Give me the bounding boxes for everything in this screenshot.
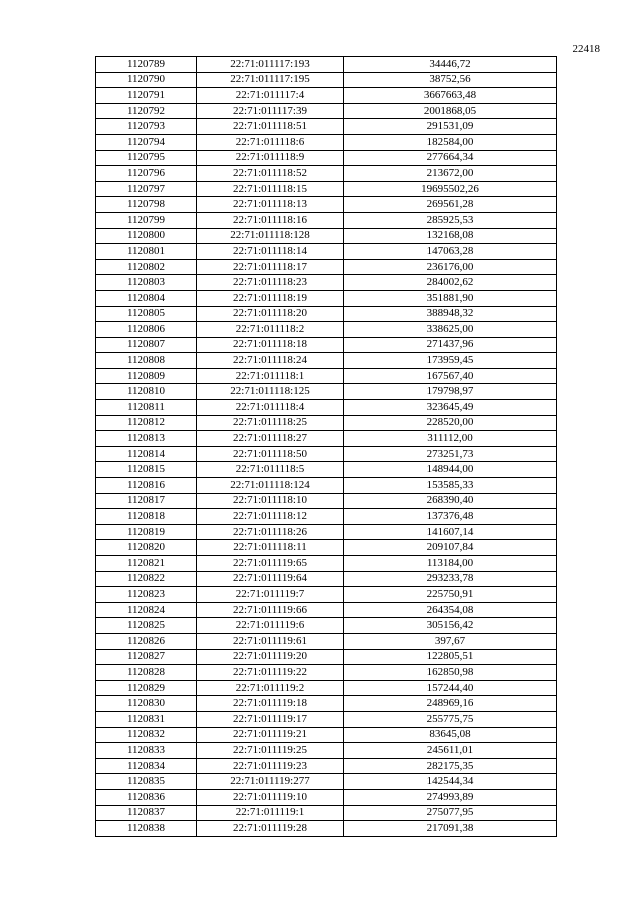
- cadastral-number-cell: 22:71:011119:6: [197, 618, 344, 634]
- cadastral-number-cell: 22:71:011117:4: [197, 88, 344, 104]
- row-number-cell: 1120812: [96, 415, 197, 431]
- cadastral-value-cell: 225750,91: [344, 587, 557, 603]
- cadastral-value-cell: 141607,14: [344, 524, 557, 540]
- cadastral-number-cell: 22:71:011117:195: [197, 72, 344, 88]
- cadastral-number-cell: 22:71:011117:39: [197, 103, 344, 119]
- table-row: [96, 587, 557, 603]
- cadastral-number-cell: 22:71:011118:17: [197, 259, 344, 275]
- table-row: [96, 727, 557, 743]
- row-number-cell: 1120813: [96, 431, 197, 447]
- cadastral-value-cell: 311112,00: [344, 431, 557, 447]
- row-number-cell: 1120794: [96, 134, 197, 150]
- row-number-cell: 1120817: [96, 493, 197, 509]
- cadastral-number-cell: 22:71:011118:27: [197, 431, 344, 447]
- cadastral-number-cell: 22:71:011119:17: [197, 711, 344, 727]
- row-number-cell: 1120815: [96, 462, 197, 478]
- cadastral-value-cell: 162850,98: [344, 665, 557, 681]
- row-number-cell: 1120793: [96, 119, 197, 135]
- table-row: [96, 72, 557, 88]
- row-number-cell: 1120838: [96, 821, 197, 837]
- cadastral-value-cell: 173959,45: [344, 353, 557, 369]
- cadastral-number-cell: 22:71:011119:277: [197, 774, 344, 790]
- cadastral-number-cell: 22:71:011119:22: [197, 665, 344, 681]
- cadastral-number-cell: 22:71:011118:50: [197, 446, 344, 462]
- cadastral-number-cell: 22:71:011119:1: [197, 805, 344, 821]
- table-row: [96, 228, 557, 244]
- table-row: [96, 602, 557, 618]
- table-row: [96, 212, 557, 228]
- row-number-cell: 1120807: [96, 337, 197, 353]
- row-number-cell: 1120832: [96, 727, 197, 743]
- table-row: [96, 462, 557, 478]
- row-number-cell: 1120790: [96, 72, 197, 88]
- cadastral-number-cell: 22:71:011119:61: [197, 633, 344, 649]
- cadastral-number-cell: 22:71:011118:2: [197, 322, 344, 338]
- cadastral-value-cell: 34446,72: [344, 57, 557, 73]
- cadastral-value-cell: 148944,00: [344, 462, 557, 478]
- cadastral-value-cell: 157244,40: [344, 680, 557, 696]
- cadastral-number-cell: 22:71:011118:51: [197, 119, 344, 135]
- cadastral-number-cell: 22:71:011118:15: [197, 181, 344, 197]
- table-row: [96, 758, 557, 774]
- cadastral-number-cell: 22:71:011119:65: [197, 556, 344, 572]
- table-row: [96, 789, 557, 805]
- cadastral-value-cell: 3667663,48: [344, 88, 557, 104]
- row-number-cell: 1120809: [96, 368, 197, 384]
- cadastral-number-cell: 22:71:011118:9: [197, 150, 344, 166]
- cadastral-value-cell: 282175,35: [344, 758, 557, 774]
- row-number-cell: 1120792: [96, 103, 197, 119]
- table-row: [96, 415, 557, 431]
- row-number-cell: 1120804: [96, 290, 197, 306]
- cadastral-number-cell: 22:71:011118:19: [197, 290, 344, 306]
- cadastral-number-cell: 22:71:011118:124: [197, 478, 344, 494]
- cadastral-number-cell: 22:71:011118:1: [197, 368, 344, 384]
- table-row: [96, 119, 557, 135]
- table-row: [96, 711, 557, 727]
- table-row: [96, 103, 557, 119]
- cadastral-value-cell: 182584,00: [344, 134, 557, 150]
- table-row: [96, 306, 557, 322]
- row-number-cell: 1120791: [96, 88, 197, 104]
- row-number-cell: 1120828: [96, 665, 197, 681]
- row-number-cell: 1120830: [96, 696, 197, 712]
- table-row: [96, 618, 557, 634]
- cadastral-number-cell: 22:71:011118:26: [197, 524, 344, 540]
- row-number-cell: 1120829: [96, 680, 197, 696]
- row-number-cell: 1120837: [96, 805, 197, 821]
- row-number-cell: 1120824: [96, 602, 197, 618]
- table-row: [96, 696, 557, 712]
- table-row: [96, 805, 557, 821]
- cadastral-number-cell: 22:71:011118:10: [197, 493, 344, 509]
- row-number-cell: 1120820: [96, 540, 197, 556]
- cadastral-number-cell: 22:71:011118:20: [197, 306, 344, 322]
- table-row: [96, 197, 557, 213]
- table-row: [96, 337, 557, 353]
- table-row: [96, 150, 557, 166]
- row-number-cell: 1120808: [96, 353, 197, 369]
- row-number-cell: 1120802: [96, 259, 197, 275]
- cadastral-value-cell: 83645,08: [344, 727, 557, 743]
- row-number-cell: 1120789: [96, 57, 197, 73]
- cadastral-value-cell: 271437,96: [344, 337, 557, 353]
- cadastral-value-cell: 351881,90: [344, 290, 557, 306]
- cadastral-value-cell: 122805,51: [344, 649, 557, 665]
- cadastral-value-cell: 388948,32: [344, 306, 557, 322]
- cadastral-number-cell: 22:71:011119:7: [197, 587, 344, 603]
- row-number-cell: 1120796: [96, 166, 197, 182]
- cadastral-value-cell: 305156,42: [344, 618, 557, 634]
- row-number-cell: 1120806: [96, 322, 197, 338]
- table-row: [96, 353, 557, 369]
- cadastral-number-cell: 22:71:011119:18: [197, 696, 344, 712]
- cadastral-number-cell: 22:71:011119:66: [197, 602, 344, 618]
- cadastral-value-cell: 19695502,26: [344, 181, 557, 197]
- cadastral-value-cell: 142544,34: [344, 774, 557, 790]
- cadastral-value-cell: 273251,73: [344, 446, 557, 462]
- cadastral-value-cell: 397,67: [344, 633, 557, 649]
- table-row: [96, 446, 557, 462]
- cadastral-value-cell: 268390,40: [344, 493, 557, 509]
- cadastral-number-cell: 22:71:011118:52: [197, 166, 344, 182]
- cadastral-value-cell: 228520,00: [344, 415, 557, 431]
- cadastral-number-cell: 22:71:011118:6: [197, 134, 344, 150]
- table-row: [96, 244, 557, 260]
- cadastral-number-cell: 22:71:011117:193: [197, 57, 344, 73]
- table-row: [96, 322, 557, 338]
- row-number-cell: 1120810: [96, 384, 197, 400]
- row-number-cell: 1120835: [96, 774, 197, 790]
- row-number-cell: 1120823: [96, 587, 197, 603]
- cadastral-value-cell: 291531,09: [344, 119, 557, 135]
- cadastral-value-cell: 323645,49: [344, 400, 557, 416]
- row-number-cell: 1120799: [96, 212, 197, 228]
- cadastral-number-cell: 22:71:011118:16: [197, 212, 344, 228]
- cadastral-number-cell: 22:71:011119:21: [197, 727, 344, 743]
- cadastral-value-cell: 137376,48: [344, 509, 557, 525]
- table-row: [96, 431, 557, 447]
- cadastral-number-cell: 22:71:011118:14: [197, 244, 344, 260]
- cadastral-value-cell: 255775,75: [344, 711, 557, 727]
- cadastral-number-cell: 22:71:011119:64: [197, 571, 344, 587]
- row-number-cell: 1120826: [96, 633, 197, 649]
- cadastral-number-cell: 22:71:011118:11: [197, 540, 344, 556]
- row-number-cell: 1120811: [96, 400, 197, 416]
- row-number-cell: 1120831: [96, 711, 197, 727]
- table-row: [96, 540, 557, 556]
- cadastral-value-cell: 147063,28: [344, 244, 557, 260]
- cadastral-number-cell: 22:71:011119:25: [197, 743, 344, 759]
- cadastral-value-cell: 274993,89: [344, 789, 557, 805]
- cadastral-value-cell: 245611,01: [344, 743, 557, 759]
- row-number-cell: 1120827: [96, 649, 197, 665]
- table-row: [96, 649, 557, 665]
- row-number-cell: 1120834: [96, 758, 197, 774]
- cadastral-number-cell: 22:71:011118:12: [197, 509, 344, 525]
- cadastral-value-cell: 167567,40: [344, 368, 557, 384]
- page-number: 22418: [572, 43, 600, 55]
- cadastral-value-cell: 132168,08: [344, 228, 557, 244]
- cadastral-number-cell: 22:71:011118:18: [197, 337, 344, 353]
- row-number-cell: 1120795: [96, 150, 197, 166]
- row-number-cell: 1120818: [96, 509, 197, 525]
- table-row: [96, 493, 557, 509]
- row-number-cell: 1120800: [96, 228, 197, 244]
- cadastral-number-cell: 22:71:011119:23: [197, 758, 344, 774]
- cadastral-value-cell: 269561,28: [344, 197, 557, 213]
- table-row: [96, 524, 557, 540]
- table-row: [96, 680, 557, 696]
- cadastral-value-cell: 248969,16: [344, 696, 557, 712]
- table-row: [96, 275, 557, 291]
- cadastral-number-cell: 22:71:011119:2: [197, 680, 344, 696]
- cadastral-number-cell: 22:71:011118:128: [197, 228, 344, 244]
- table-row: [96, 57, 557, 73]
- table-row: [96, 774, 557, 790]
- cadastral-number-cell: 22:71:011119:10: [197, 789, 344, 805]
- cadastral-number-cell: 22:71:011118:24: [197, 353, 344, 369]
- cadastral-value-cell: 153585,33: [344, 478, 557, 494]
- cadastral-number-cell: 22:71:011118:13: [197, 197, 344, 213]
- row-number-cell: 1120803: [96, 275, 197, 291]
- row-number-cell: 1120805: [96, 306, 197, 322]
- table-row: [96, 134, 557, 150]
- cadastral-number-cell: 22:71:011118:4: [197, 400, 344, 416]
- cadastral-number-cell: 22:71:011119:28: [197, 821, 344, 837]
- cadastral-value-cell: 213672,00: [344, 166, 557, 182]
- row-number-cell: 1120821: [96, 556, 197, 572]
- row-number-cell: 1120801: [96, 244, 197, 260]
- row-number-cell: 1120814: [96, 446, 197, 462]
- table-row: [96, 743, 557, 759]
- cadastral-value-cell: 209107,84: [344, 540, 557, 556]
- cadastral-value-cell: 277664,34: [344, 150, 557, 166]
- cadastral-number-cell: 22:71:011119:20: [197, 649, 344, 665]
- table-row: [96, 259, 557, 275]
- cadastral-number-cell: 22:71:011118:5: [197, 462, 344, 478]
- table-row: [96, 478, 557, 494]
- cadastral-value-cell: 179798,97: [344, 384, 557, 400]
- cadastral-value-cell: 338625,00: [344, 322, 557, 338]
- row-number-cell: 1120822: [96, 571, 197, 587]
- table-row: [96, 633, 557, 649]
- row-number-cell: 1120819: [96, 524, 197, 540]
- table-row: [96, 290, 557, 306]
- cadastral-number-cell: 22:71:011118:25: [197, 415, 344, 431]
- cadastral-value-cell: 264354,08: [344, 602, 557, 618]
- cadastral-value-table: [95, 56, 557, 837]
- table-row: [96, 556, 557, 572]
- cadastral-value-cell: 38752,56: [344, 72, 557, 88]
- cadastral-value-cell: 284002,62: [344, 275, 557, 291]
- cadastral-value-cell: 236176,00: [344, 259, 557, 275]
- table-row: [96, 88, 557, 104]
- table-row: [96, 821, 557, 837]
- cadastral-number-cell: 22:71:011118:23: [197, 275, 344, 291]
- row-number-cell: 1120797: [96, 181, 197, 197]
- table-row: [96, 665, 557, 681]
- table-body: [96, 57, 557, 837]
- cadastral-value-cell: 2001868,05: [344, 103, 557, 119]
- row-number-cell: 1120798: [96, 197, 197, 213]
- table-row: [96, 181, 557, 197]
- cadastral-value-cell: 293233,78: [344, 571, 557, 587]
- cadastral-value-cell: 285925,53: [344, 212, 557, 228]
- cadastral-number-cell: 22:71:011118:125: [197, 384, 344, 400]
- table-row: [96, 166, 557, 182]
- cadastral-value-cell: 217091,38: [344, 821, 557, 837]
- row-number-cell: 1120833: [96, 743, 197, 759]
- table-row: [96, 400, 557, 416]
- cadastral-value-cell: 113184,00: [344, 556, 557, 572]
- row-number-cell: 1120836: [96, 789, 197, 805]
- row-number-cell: 1120825: [96, 618, 197, 634]
- cadastral-value-cell: 275077,95: [344, 805, 557, 821]
- table-row: [96, 368, 557, 384]
- row-number-cell: 1120816: [96, 478, 197, 494]
- table-row: [96, 509, 557, 525]
- table-row: [96, 384, 557, 400]
- table-row: [96, 571, 557, 587]
